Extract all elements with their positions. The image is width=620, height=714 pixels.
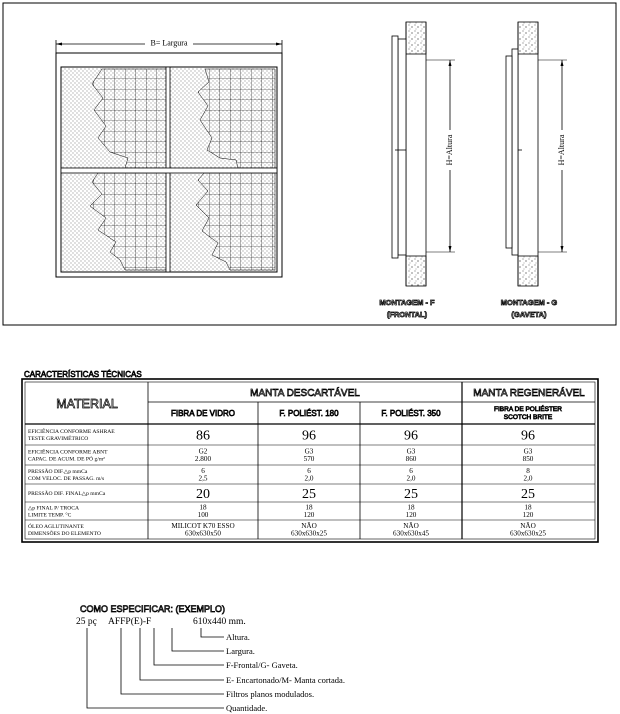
row-value: 630x630x45	[393, 529, 429, 538]
row-label: EFICIÊNCIA CONFORME ASHRAE	[28, 429, 115, 435]
spec-dims: 610x440 mm.	[193, 617, 246, 627]
row-value: G3	[406, 447, 416, 456]
specs-title: CARACTERÍSTICAS TÉCNICAS	[24, 370, 142, 379]
legend-montagem: F-Frontal/G- Gaveta.	[226, 660, 298, 670]
row-value: 6	[409, 467, 413, 475]
mount-g-title: MONTAGEM - G	[500, 298, 558, 307]
row-value: 96	[521, 428, 535, 444]
row-value: 25	[404, 487, 418, 502]
row-value: 86	[196, 428, 210, 444]
row-label: △p FINAL P/ TROCA	[28, 505, 80, 512]
side-view-gaveta	[501, 22, 567, 319]
specs-table	[22, 379, 598, 542]
row-value: 18	[199, 503, 207, 512]
row-value: NÃO	[520, 522, 536, 530]
row-value: 6	[201, 467, 205, 475]
row-value: 2,0	[304, 474, 314, 483]
row-value: MILICOT K70 ESSO	[171, 522, 235, 530]
row-value: G3	[304, 447, 314, 456]
row-value: 850	[522, 455, 534, 463]
legend-filtros: Filtros planos modulados.	[226, 689, 315, 699]
mount-g-subtitle: (GAVETA)	[511, 310, 547, 319]
mount-f-subtitle: (FRONTAL)	[386, 310, 428, 319]
col-poliest-350: F. POLIÉST. 350	[381, 409, 441, 418]
row-value: 100	[197, 511, 209, 519]
spec-example-title: COMO ESPECIFICAR: (EXEMPLO)	[80, 604, 226, 614]
legend-altura: Altura.	[226, 632, 250, 642]
col-poliest-180: F. POLIÉST. 180	[279, 409, 339, 418]
row-value: NÃO	[301, 522, 317, 530]
col-scotch-brite: SCOTCH BRITE	[503, 414, 553, 421]
row-value: 25	[521, 487, 535, 502]
row-value: 18	[524, 503, 532, 512]
row-label: ÓLEO AGLUTINANTE	[28, 524, 84, 530]
row-value: 8	[526, 467, 530, 475]
spec-example	[76, 604, 345, 713]
row-value: G3	[523, 447, 533, 456]
front-view	[56, 38, 282, 277]
row-value: 20	[196, 487, 210, 502]
row-value: 2,5	[198, 474, 208, 483]
row-value: 630x630x25	[510, 529, 546, 538]
side-view-frontal	[379, 22, 455, 319]
height-label-g: H=Altura	[557, 134, 566, 166]
height-label-f: H=Altura	[445, 134, 454, 166]
legend-largura: Largura.	[226, 646, 255, 656]
spec-code: AFFP(E)-F	[108, 617, 152, 627]
col-fibra-vidro: FIBRA DE VIDRO	[170, 409, 236, 418]
col-fibra-poliester: FIBRA DE POLIÉSTER	[494, 406, 562, 413]
row-value: 2,0	[523, 474, 533, 483]
row-value: 120	[303, 511, 315, 519]
width-label: B= Largura	[150, 38, 188, 48]
row-value: 6	[307, 467, 311, 475]
row-label: COM VELOC. DE PASSAG. m/s	[28, 476, 105, 482]
row-value: 630x630x50	[185, 529, 221, 538]
material-header: MATERIAL	[56, 397, 118, 411]
row-value: 630x630x25	[291, 529, 327, 538]
row-value: 860	[405, 455, 417, 463]
row-value: 120	[405, 511, 417, 519]
group-regenerable: MANTA REGENERÁVEL	[473, 388, 585, 399]
legend-quantidade: Quantidade.	[226, 703, 268, 713]
row-value: 18	[305, 503, 313, 512]
specs-rows	[28, 427, 546, 538]
legend-tipo-manta: E- Encartonado/M- Manta cortada.	[226, 675, 345, 685]
row-label: PRESSÃO DIF. FINAL△p mmCa	[28, 491, 106, 497]
row-label: LIMITE TEMP. °C	[28, 512, 72, 519]
row-label: EFICIÊNCIA CONFORME ABNT	[28, 449, 108, 456]
row-value: NÃO	[403, 522, 419, 530]
mount-f-title: MONTAGEM - F	[379, 298, 435, 307]
row-value: 120	[522, 511, 534, 519]
group-disposable: MANTA DESCARTÁVEL	[250, 388, 360, 399]
row-value: G2	[198, 447, 208, 456]
row-label: PRESSÃO DIF.△p mmCa	[28, 469, 88, 475]
spec-code-prefix: 25 pç	[76, 617, 97, 627]
row-value: 18	[407, 503, 415, 512]
row-value: 2,0	[406, 474, 416, 483]
row-value: 2.800	[194, 455, 212, 463]
row-value: 96	[404, 428, 418, 444]
row-label: DIMENSÕES DO ELEMENTO	[28, 531, 101, 537]
row-label: CAPAC. DE ACUM. DE PÓ g/m²	[28, 456, 105, 463]
row-value: 96	[302, 428, 316, 444]
row-value: 25	[302, 487, 316, 502]
row-value: 570	[303, 455, 315, 463]
row-label: TESTE GRAVIMÉTRICO	[28, 436, 89, 442]
